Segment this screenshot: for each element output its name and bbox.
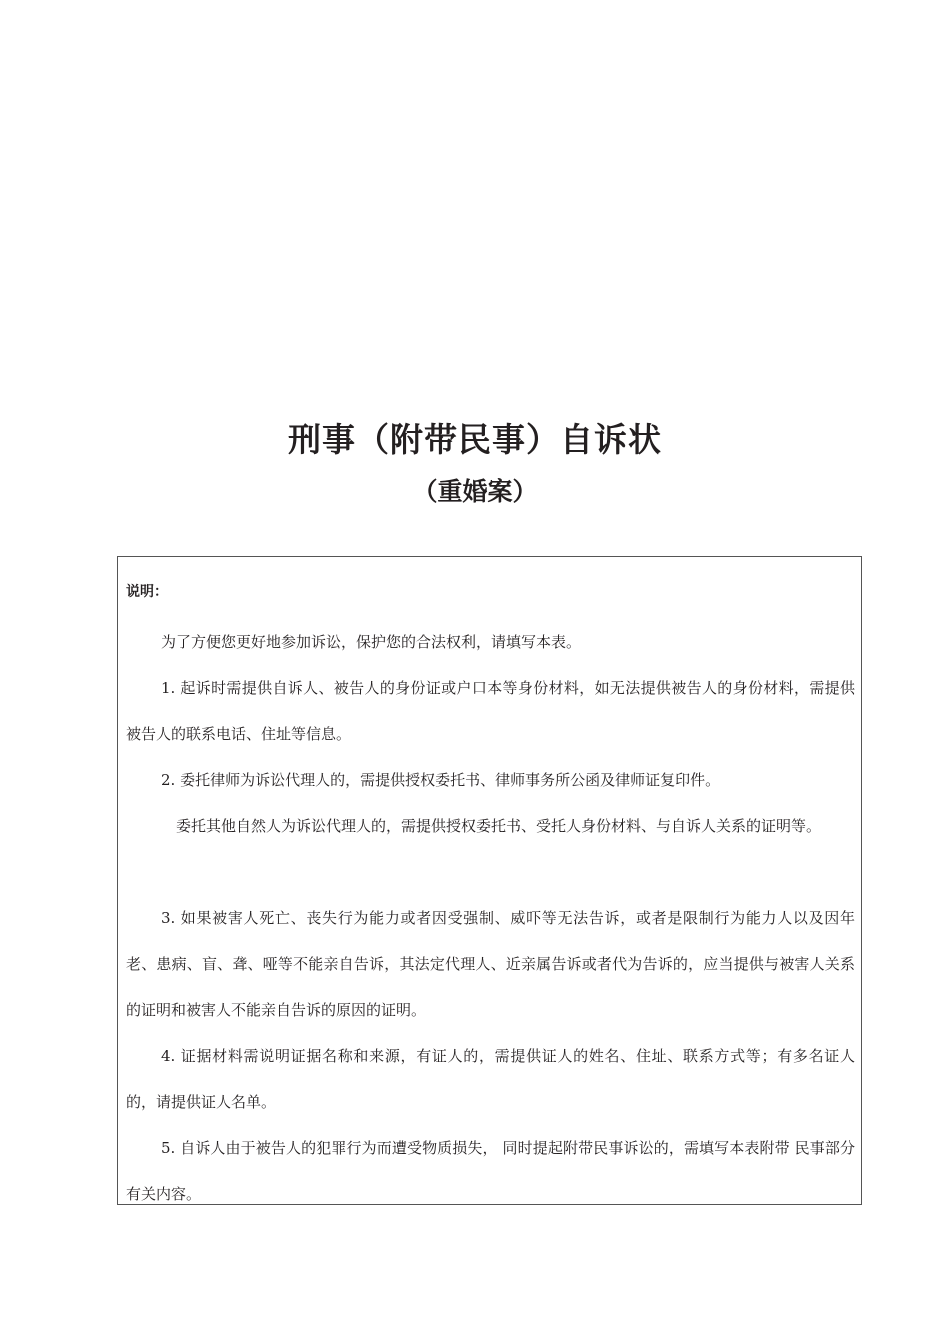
- notice-label: 说明：: [126, 584, 168, 600]
- notice-item-5: 5. 自诉人由于被告人的犯罪行为而遭受物质损失， 同时提起附带民事诉讼的，需填写本表附带 民事部分有关内容。: [126, 1139, 855, 1203]
- document-title: 刑事（附带民事）自诉状: [288, 420, 662, 459]
- notice-item-2-continued: 委托其他自然人为诉讼代理人的，需提供授权委托书、受托人身份材料、与自诉人关系的证明等。: [176, 817, 822, 835]
- notice-box: [117, 556, 862, 1205]
- notice-item-4: 4. 证据材料需说明证据名称和来源，有证人的，需提供证人的姓名、住址、联系方式等；有多名证人的，请提供证人名单。: [126, 1047, 855, 1111]
- notice-item-3: 3. 如果被害人死亡、丧失行为能力或者因受强制、威吓等无法告诉，或者是限制行为能力人以及因年老、患病、盲、聋、哑等不能亲自告诉，其法定代理人、近亲属告诉或者代为告诉的，应当提供与被害人关系的证明和被害人不能亲自告诉的原因的证明。: [126, 909, 855, 1019]
- notice-item-2: 2. 委托律师为诉讼代理人的，需提供授权委托书、律师事务所公函及律师证复印件。: [161, 771, 721, 789]
- document-subtitle: （重婚案）: [412, 477, 538, 506]
- notice-intro: 为了方便您更好地参加诉讼，保护您的合法权利，请填写本表。: [161, 633, 582, 651]
- notice-item-1: 1. 起诉时需提供自诉人、被告人的身份证或户口本等身份材料，如无法提供被告人的身份材料，需提供被告人的联系电话、住址等信息。: [126, 679, 855, 743]
